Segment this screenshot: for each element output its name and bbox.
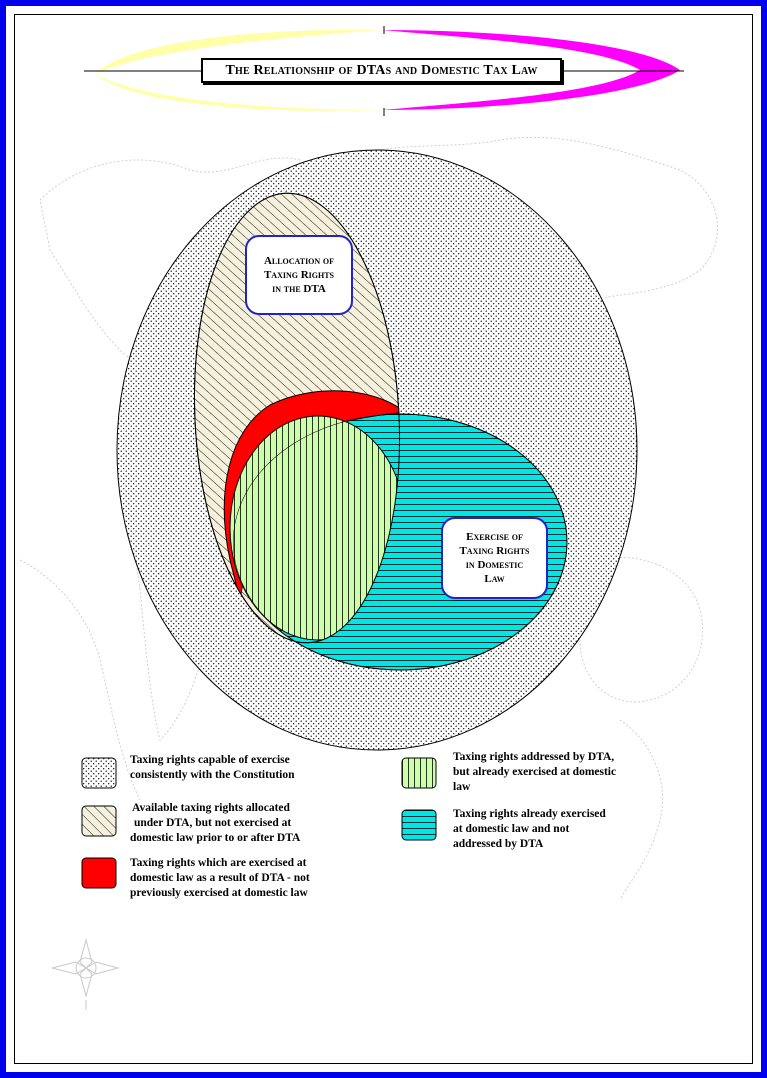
legend-swatch-exercised-result bbox=[82, 858, 116, 888]
legend-line: Available taxing rights allocated bbox=[132, 802, 290, 814]
legend-line: domestic law as a result of DTA - not bbox=[130, 872, 310, 884]
legend-line: Taxing rights already exercised bbox=[453, 808, 606, 820]
legend-line: domestic law prior to or after DTA bbox=[130, 832, 301, 844]
legend-line: Taxing rights capable of exercise bbox=[130, 754, 290, 766]
compass-rose-icon bbox=[52, 940, 118, 1010]
legend-text-addressed-exercised bbox=[453, 750, 616, 795]
exercise-label-line-1: Exercise of bbox=[466, 531, 523, 543]
legend-swatch-dta-allocated bbox=[82, 806, 116, 836]
legend-line: consistently with the Constitution bbox=[130, 769, 295, 781]
legend-swatch-addressed-exercised bbox=[402, 758, 436, 788]
legend-line: under DTA, but not exercised at bbox=[134, 817, 292, 829]
exercise-label-line-4: Law bbox=[484, 573, 505, 585]
legend-line: law bbox=[453, 781, 471, 793]
allocation-label-line-3: in the DTA bbox=[272, 283, 326, 295]
allocation-label-line-1: Allocation of bbox=[263, 255, 335, 267]
exercise-label-line-2: Taxing Rights bbox=[459, 545, 530, 557]
legend-line: at domestic law and not bbox=[453, 823, 570, 835]
legend-text-exercised-not-addressed bbox=[453, 807, 606, 852]
exercise-label bbox=[441, 517, 548, 599]
legend-line: previously exercised at domestic law bbox=[130, 887, 308, 899]
legend-text-dta-allocated bbox=[132, 801, 300, 846]
legend-swatch-constitution bbox=[82, 758, 116, 788]
legend-text-constitution bbox=[130, 753, 295, 783]
legend-line: addressed by DTA bbox=[453, 838, 544, 850]
exercise-label-line-3: in Domestic bbox=[465, 559, 524, 571]
allocation-label bbox=[245, 235, 353, 315]
legend-line: Taxing rights addressed by DTA, bbox=[453, 751, 615, 763]
legend-text-exercised-result bbox=[130, 856, 310, 901]
allocation-label-line-2: Taxing Rights bbox=[263, 269, 335, 281]
legend-line: but already exercised at domestic bbox=[453, 766, 617, 778]
legend-line: Taxing rights which are exercised at bbox=[130, 857, 307, 869]
legend-swatch-exercised-not-addressed bbox=[402, 810, 436, 840]
page-title: The Relationship of DTAs and Domestic Tax Law bbox=[201, 58, 562, 83]
